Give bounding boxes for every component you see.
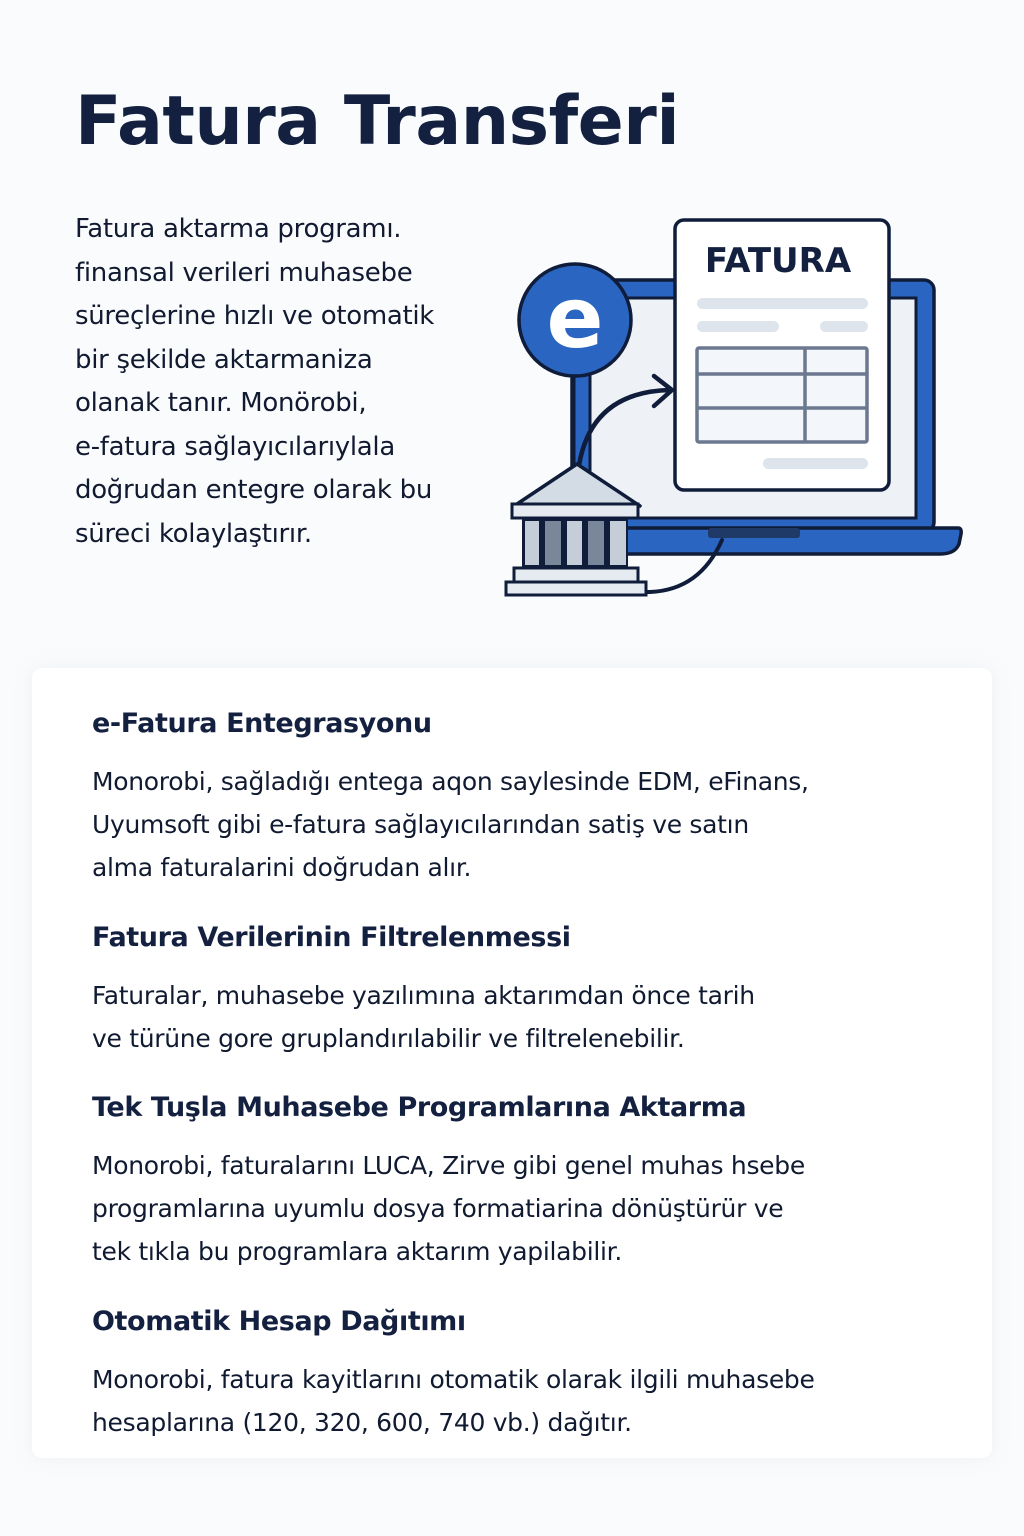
- feature-one-click-transfer: [92, 1090, 952, 1273]
- feature-e-invoice-integration: [92, 706, 952, 889]
- intro-line: bir şekilde aktarmaniza: [75, 344, 373, 375]
- intro-line: olanak tanır. Monörobi,: [75, 388, 367, 418]
- feature-line: tek tıkla bu programlara aktarım yapilabilir.: [92, 1237, 623, 1266]
- feature-line: alma faturalarini doğrudan alır.: [92, 853, 472, 882]
- feature-description: [92, 760, 952, 889]
- feature-line: Monorobi, sağladığı entega aqon saylesinde EDM, eFinans,: [92, 767, 809, 796]
- intro-paragraph: [75, 208, 475, 556]
- e-invoice-badge-icon: [519, 264, 631, 376]
- intro-line: Fatura aktarma programı.: [75, 214, 402, 244]
- feature-line: hesaplarına (120, 320, 600, 740 vb.) dağıtır.: [92, 1408, 632, 1437]
- intro-line: finansal verileri muhasebe: [75, 257, 413, 288]
- feature-line: Monorobi, fatura kayitlarını otomatik olarak ilgili muhasebe: [92, 1365, 815, 1394]
- feature-description: [92, 1358, 952, 1444]
- feature-title: Tek Tuşla Muhasebe Programlarına Aktarma: [92, 1092, 747, 1123]
- page-title: Fatura Transferi: [75, 82, 680, 161]
- intro-line: süreçlerine hızlı ve otomatik: [75, 301, 435, 331]
- feature-invoice-filtering: [92, 920, 952, 1060]
- feature-line: programlarına uyumlu dosya formatiarina dönüştürür ve: [92, 1194, 784, 1223]
- feature-title: Fatura Verilerinin Filtrelenmessi: [92, 922, 571, 953]
- e-badge-letter: e: [546, 269, 604, 367]
- feature-line: Monorobi, faturalarını LUCA, Zirve gibi genel muhas hsebe: [92, 1151, 805, 1180]
- document-label: FATURA: [704, 241, 852, 281]
- feature-description: [92, 1144, 952, 1273]
- feature-line: Faturalar, muhasebe yazılımına aktarımdan önce tarih: [92, 981, 755, 1010]
- feature-description: [92, 974, 952, 1060]
- feature-line: Uyumsoft gibi e-fatura sağlayıcılarından satiş ve satın: [92, 810, 749, 839]
- feature-line: ve türüne gore gruplandırılabilir ve filtrelenebilir.: [92, 1024, 685, 1053]
- features-card: [32, 668, 992, 1458]
- intro-line: doğrudan entegre olarak bu: [75, 475, 433, 505]
- intro-line: e-fatura sağlayıcılarıylala: [75, 431, 395, 462]
- invoice-transfer-illustration: [500, 212, 970, 604]
- feature-automatic-account-distribution: [92, 1304, 952, 1444]
- intro-line: süreci kolaylaştırır.: [75, 518, 312, 549]
- invoice-document-icon: [675, 220, 889, 490]
- feature-title: e-Fatura Entegrasyonu: [92, 708, 432, 739]
- feature-title: Otomatik Hesap Dağıtımı: [92, 1306, 466, 1337]
